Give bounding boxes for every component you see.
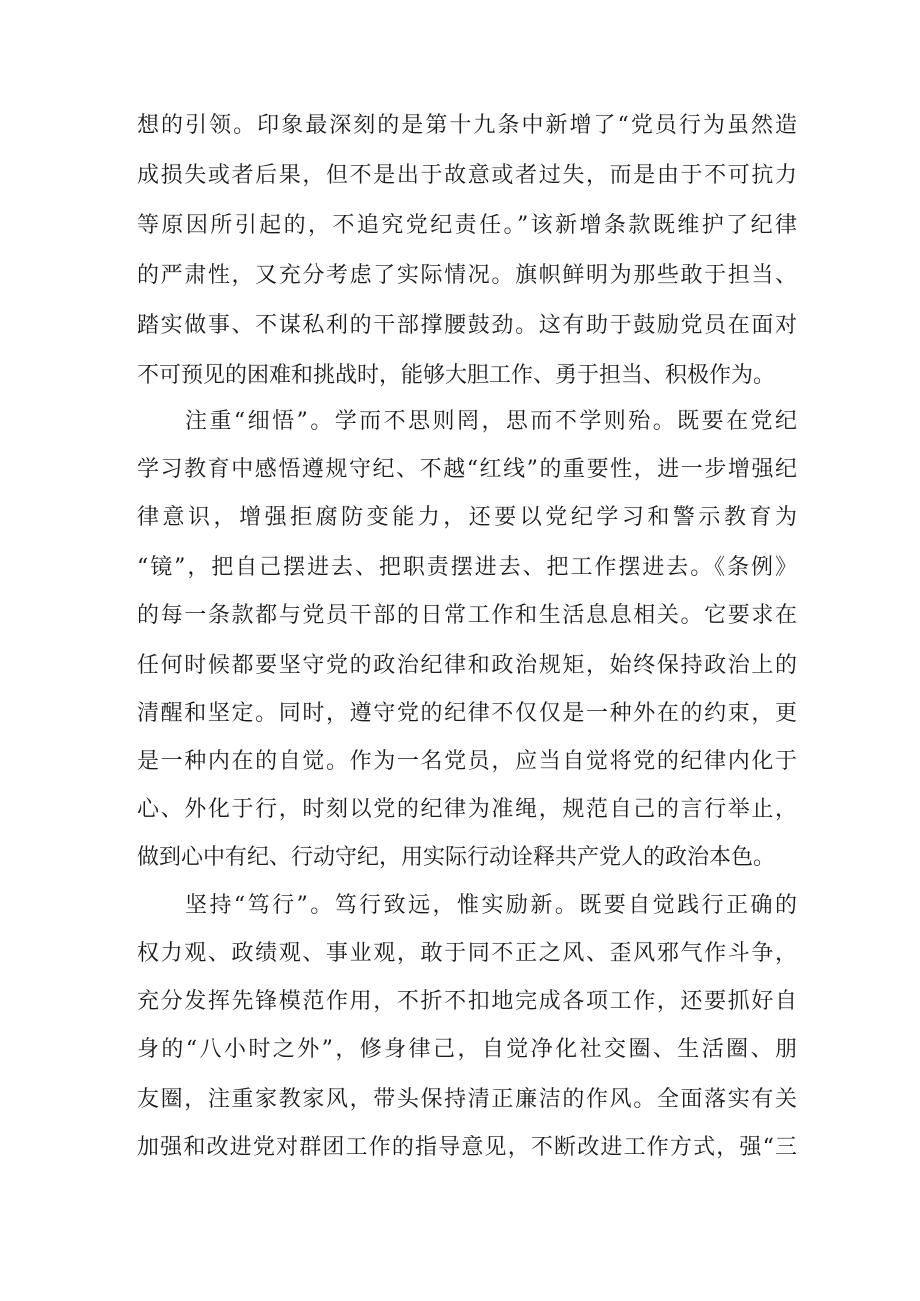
text-line: 加强和改进党对群团工作的指导意见，不断改进工作方式，强“三 xyxy=(137,1135,797,1160)
text-line: 充分发挥先锋模范作用，不折不扣地完成各项工作，还要抓好自 xyxy=(137,989,797,1014)
paragraph-first-line: 注重“细悟”。学而不思则罔，思而不学则殆。既要在党纪 xyxy=(185,409,797,434)
paragraph-first-line: 坚持“笃行”。笃行致远，惟实励新。既要自觉践行正确的 xyxy=(185,893,797,918)
text-line: 权力观、政绩观、事业观，敢于同不正之风、歪风邪气作斗争， xyxy=(137,941,797,966)
text-line: 踏实做事、不谋私利的干部撑腰鼓劲。这有助于鼓励党员在面对 xyxy=(137,313,797,338)
text-line: “镜”，把自己摆进去、把职责摆进去、把工作摆进去。《条例》 xyxy=(137,555,797,580)
text-line: 做到心中有纪、行动守纪，用实际行动诠释共产党人的政治本色。 xyxy=(137,845,776,870)
text-line: 是一种内在的自觉。作为一名党员，应当自觉将党的纪律内化于 xyxy=(137,749,797,774)
text-line: 的严肃性，又充分考虑了实际情况。旗帜鲜明为那些敢于担当、 xyxy=(137,263,797,288)
text-line: 律意识，增强拒腐防变能力，还要以党纪学习和警示教育为 xyxy=(137,505,797,530)
text-line: 想的引领。印象最深刻的是第十九条中新增了“党员行为虽然造 xyxy=(137,113,797,138)
text-line: 的每一条款都与党员干部的日常工作和生活息息相关。它要求在 xyxy=(137,603,797,628)
text-line: 不可预见的困难和挑战时，能够大胆工作、勇于担当、积极作为。 xyxy=(137,363,776,388)
text-line: 成损失或者后果，但不是出于故意或者过失，而是由于不可抗力 xyxy=(137,163,797,188)
text-line: 清醒和坚定。同时，遵守党的纪律不仅仅是一种外在的约束，更 xyxy=(137,701,797,726)
text-line: 学习教育中感悟遵规守纪、不越“红线”的重要性，进一步增强纪 xyxy=(137,457,797,482)
text-line: 心、外化于行，时刻以党的纪律为准绳，规范自己的言行举止， xyxy=(137,797,797,822)
text-line: 友圈，注重家教家风，带头保持清正廉洁的作风。全面落实有关 xyxy=(137,1087,797,1112)
text-line: 身的“八小时之外”，修身律己，自觉净化社交圈、生活圈、朋 xyxy=(137,1037,797,1062)
text-line: 任何时候都要坚守党的政治纪律和政治规矩，始终保持政治上的 xyxy=(137,653,797,678)
text-line: 等原因所引起的，不追究党纪责任。”该新增条款既维护了纪律 xyxy=(137,213,797,238)
